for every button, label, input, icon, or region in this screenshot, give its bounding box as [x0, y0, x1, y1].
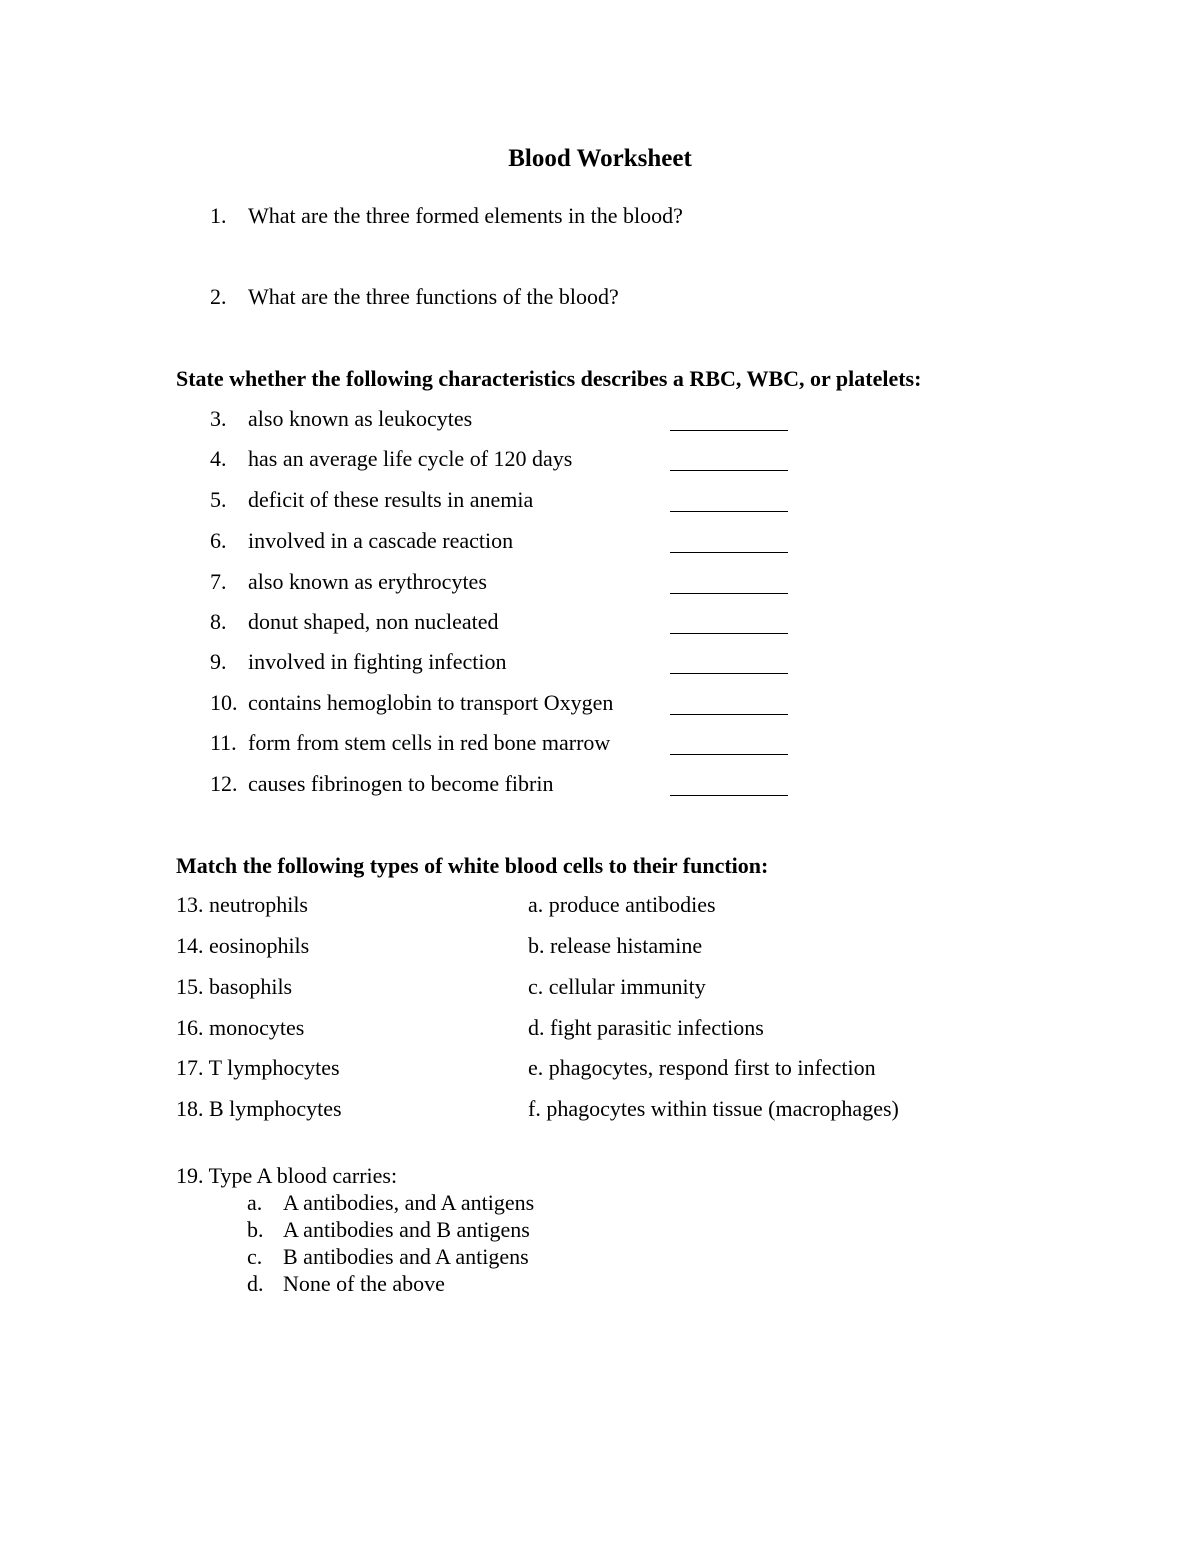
answer-blank[interactable]: [670, 692, 788, 715]
item-text: involved in fighting infection: [248, 649, 507, 674]
item-number: 8.: [210, 609, 227, 634]
item-text: deficit of these results in anemia: [248, 487, 534, 512]
answer-blank[interactable]: [670, 489, 788, 512]
item-number: 12.: [210, 771, 238, 796]
match-term: 18. B lymphocytes: [176, 1096, 342, 1121]
option-text: A antibodies, and A antigens: [283, 1190, 535, 1215]
answer-blank[interactable]: [670, 732, 788, 755]
match-function: a. produce antibodies: [528, 892, 716, 917]
answer-blank[interactable]: [670, 611, 788, 634]
item-number: 5.: [210, 487, 227, 512]
question-text: What are the three functions of the blood?: [248, 284, 619, 309]
item-text: causes fibrinogen to become fibrin: [248, 771, 554, 796]
item-number: 10.: [210, 690, 238, 715]
match-function: c. cellular immunity: [528, 974, 706, 999]
question-text: What are the three formed elements in the blood?: [248, 203, 683, 228]
match-function: b. release histamine: [528, 933, 703, 958]
match-function: d. fight parasitic infections: [528, 1015, 764, 1040]
item-text: involved in a cascade reaction: [248, 528, 514, 553]
item-text: form from stem cells in red bone marrow: [248, 730, 611, 755]
option-letter: c.: [247, 1244, 263, 1269]
match-term: 15. basophils: [176, 974, 293, 999]
question-number: 1.: [210, 203, 227, 228]
item-text: also known as erythrocytes: [248, 569, 487, 594]
item-text: contains hemoglobin to transport Oxygen: [248, 690, 614, 715]
option-letter: b.: [247, 1217, 264, 1242]
answer-blank[interactable]: [670, 408, 788, 431]
item-number: 4.: [210, 446, 227, 471]
answer-blank[interactable]: [670, 651, 788, 674]
item-text: donut shaped, non nucleated: [248, 609, 499, 634]
section-heading-match: Match the following types of white blood cells to their function:: [176, 853, 769, 878]
match-term: 17. T lymphocytes: [176, 1055, 340, 1080]
option-text: None of the above: [283, 1271, 445, 1296]
answer-blank[interactable]: [670, 530, 788, 553]
match-term: 14. eosinophils: [176, 933, 310, 958]
item-text: has an average life cycle of 120 days: [248, 446, 573, 471]
match-function: f. phagocytes within tissue (macrophages): [528, 1096, 899, 1121]
match-term: 16. monocytes: [176, 1015, 305, 1040]
section-heading-cells: State whether the following characteristics describes a RBC, WBC, or platelets:: [176, 366, 922, 391]
answer-blank[interactable]: [670, 571, 788, 594]
item-number: 6.: [210, 528, 227, 553]
option-letter: d.: [247, 1271, 264, 1296]
item-text: also known as leukocytes: [248, 406, 473, 431]
answer-blank[interactable]: [670, 448, 788, 471]
option-text: A antibodies and B antigens: [283, 1217, 530, 1242]
match-term: 13. neutrophils: [176, 892, 308, 917]
item-number: 3.: [210, 406, 227, 431]
option-letter: a.: [247, 1190, 263, 1215]
worksheet-title: Blood Worksheet: [508, 145, 692, 172]
question-number: 2.: [210, 284, 227, 309]
item-number: 7.: [210, 569, 227, 594]
item-number: 9.: [210, 649, 227, 674]
answer-blank[interactable]: [670, 773, 788, 796]
match-function: e. phagocytes, respond first to infection: [528, 1055, 876, 1080]
option-text: B antibodies and A antigens: [283, 1244, 529, 1269]
item-number: 11.: [210, 730, 237, 755]
question-19-stem: 19. Type A blood carries:: [176, 1163, 398, 1188]
